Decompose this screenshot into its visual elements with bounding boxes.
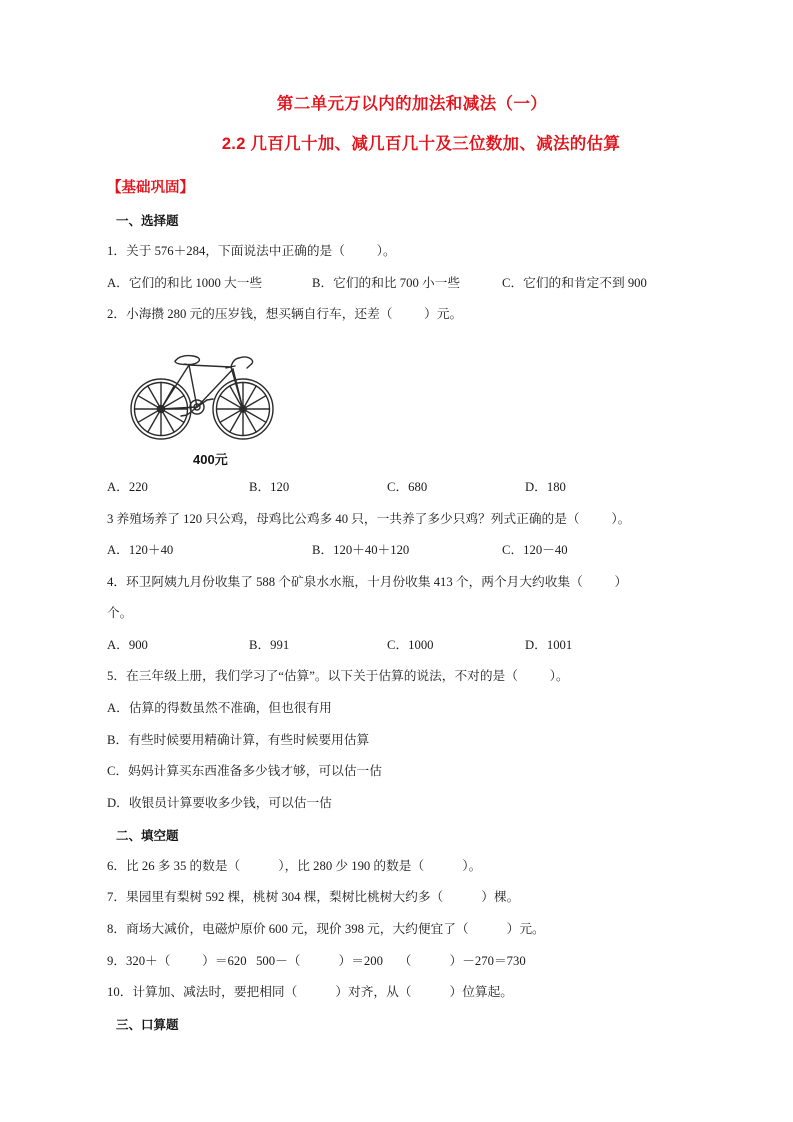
question-2-text: 2．小海攒 280 元的压岁钱，想买辆自行车，还差（ ）元。 [107, 307, 463, 322]
option-4-d[interactable]: D．1001 [525, 637, 573, 652]
option-4-b[interactable]: B．991 [249, 637, 290, 652]
option-4-c[interactable]: C．1000 [387, 637, 434, 652]
question-3-options [107, 541, 717, 561]
section-header-fill: 二、填空题 [116, 828, 179, 843]
option-1-a[interactable]: A．它们的和比 1000 大一些 [107, 275, 263, 290]
question-4-options [107, 636, 717, 656]
page-title: 第二单元万以内的加法和减法（一） [276, 95, 548, 113]
question-6-text: 6．比 26 多 35 的数是（ ），比 280 少 190 的数是（ ）。 [107, 858, 482, 873]
option-2-d[interactable]: D．180 [525, 480, 566, 495]
bicycle-price-label: 400元 [193, 452, 228, 468]
option-5-b[interactable]: B．有些时候要用精确计算，有些时候要用估算 [107, 732, 370, 747]
question-3-text: 3 养殖场养了 120 只公鸡，母鸡比公鸡多 40 只，一共养了多少只鸡？列式正确的是（ ）。 [107, 511, 631, 526]
option-4-a[interactable]: A．900 [107, 637, 148, 652]
option-2-a[interactable]: A．220 [107, 480, 148, 495]
question-1-text: 1．关于 576＋284，下面说法中正确的是（ ）。 [107, 244, 396, 258]
section-header-oral: 三、口算题 [116, 1018, 179, 1033]
question-4-text-continued: 个。 [107, 605, 133, 620]
part-title: 【基础巩固】 [107, 180, 194, 196]
option-5-d[interactable]: D．收银员计算要收多少钱，可以估一估 [107, 795, 332, 810]
question-1-options [107, 274, 717, 294]
option-2-c[interactable]: C．680 [387, 480, 428, 495]
question-10-text: 10．计算加、减法时，要把相同（ ）对齐，从（ ）位算起。 [107, 985, 513, 1000]
question-7-text: 7．果园里有梨树 592 棵，桃树 304 棵，梨树比桃树大约多（ ）棵。 [107, 890, 520, 905]
option-1-b[interactable]: B．它们的和比 700 小一些 [312, 275, 461, 290]
question-8-text: 8．商场大减价，电磁炉原价 600 元，现价 398 元，大约便宜了（ ）元。 [107, 922, 545, 936]
bicycle-illustration [107, 337, 717, 468]
option-2-b[interactable]: B．120 [249, 480, 290, 495]
question-5-text: 5．在三年级上册，我们学习了“估算”。以下关于估算的说法，不对的是（ ）。 [107, 669, 569, 684]
option-3-b[interactable]: B．120＋40＋120 [312, 543, 410, 558]
option-3-c[interactable]: C．120－40 [502, 543, 568, 558]
question-2-options [107, 478, 717, 498]
section-header-choice: 一、选择题 [116, 214, 179, 228]
page-subtitle: 2.2 几百几十加、减几百几十及三位数加、减法的估算 [221, 135, 621, 153]
option-5-a[interactable]: A．估算的得数虽然不准确，但也很有用 [107, 700, 332, 715]
option-5-c[interactable]: C．妈妈计算买东西准备多少钱才够，可以估一估 [107, 764, 382, 779]
option-1-c[interactable]: C．它们的和肯定不到 900 [502, 275, 647, 290]
worksheet-content [107, 90, 717, 1046]
question-9-text: 9．320＋（ ）＝620 500－（ ）＝200 （ ）－270＝730 [107, 953, 526, 968]
bicycle-icon [123, 337, 283, 447]
option-3-a[interactable]: A．120＋40 [107, 543, 174, 558]
question-4-text: 4．环卫阿姨九月份收集了 588 个矿泉水水瓶，十月份收集 413 个，两个月大约收集（ ） [107, 575, 628, 590]
